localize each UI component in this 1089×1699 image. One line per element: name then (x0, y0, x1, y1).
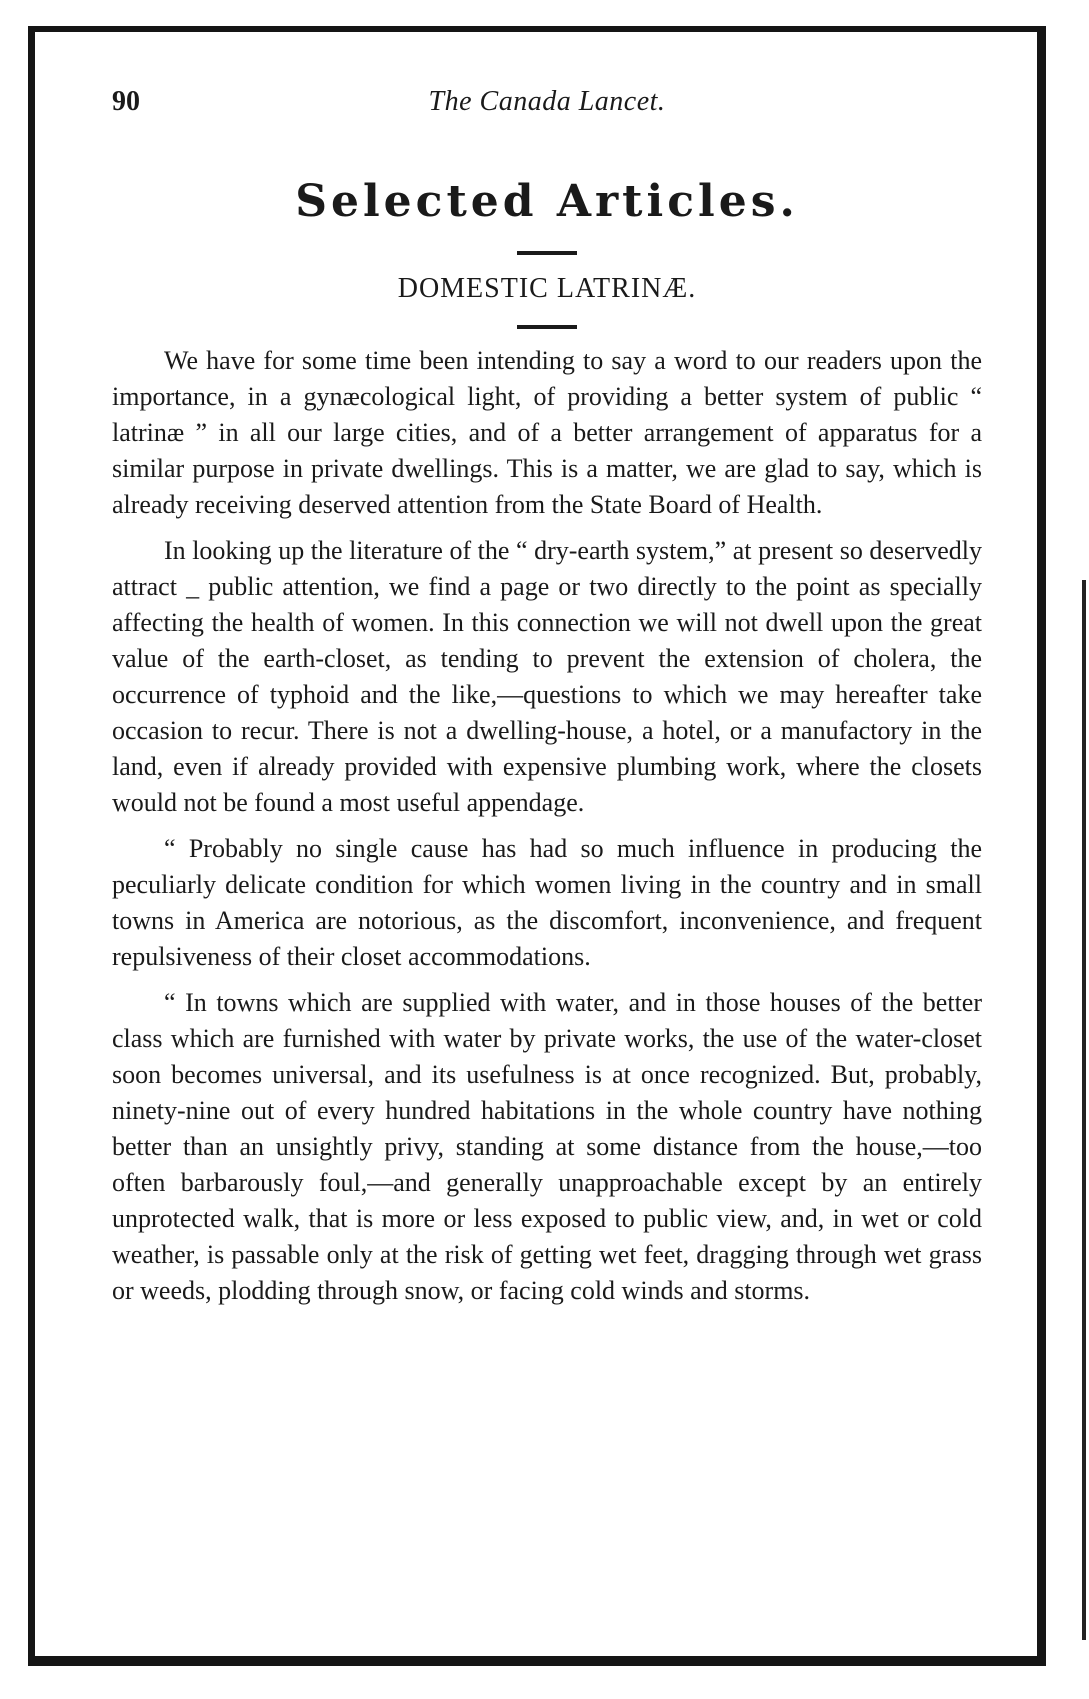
paragraph: “ Probably no single cause has had so much influence in producing the peculiarly delicate condition for which women living in the country and in small towns in America are notorious, as the discomfort, inconvenience, and frequent repulsiveness of their closet accommodations. (112, 834, 982, 971)
divider-rule (517, 325, 577, 329)
page-content (112, 86, 982, 1319)
page-number: 90 (112, 86, 140, 117)
article-body (112, 343, 982, 1309)
section-heading: Selected Articles. (295, 176, 799, 227)
running-head (112, 86, 982, 126)
journal-title: The Canada Lancet. (428, 86, 666, 117)
paragraph: In looking up the literature of the “ dry-earth system,” at present so deservedly attract _ public attention, we find a page or two directly to the point as specially affecting the health of women. In this connection we will not dwell upon the great value of the earth-closet, as tending to prevent the extension of cholera, the occurrence of typhoid and the like,—questions to which we may hereafter take occasion to recur. There is not a dwelling-house, a hotel, or a manufactory in the land, even if already provided with expensive plumbing work, where the closets would not be found a most useful appendage. (112, 536, 982, 817)
article-title: DOMESTIC LATRINÆ. (397, 273, 697, 304)
paragraph: We have for some time been intending to say a word to our readers upon the importance, in a gynæcological light, of providing a better system of public “ latrinæ ” in all our large cities, and of a better arrangement of apparatus for a similar purpose in private dwellings. This is a matter, we are glad to say, which is already receiving deserved attention from the State Board of Health. (112, 346, 982, 519)
paragraph: “ In towns which are supplied with water, and in those houses of the better class which are furnished with water by private works, the use of the water-closet soon becomes universal, and its usefulness is at once recognized. But, probably, ninety-nine out of every hundred habitations in the whole country have nothing better than an unsightly privy, standing at some distance from the house,—too often barbarously foul,—and generally unapproachable except by an entirely unprotected walk, that is more or less exposed to public view, and, in wet or cold weather, is passable only at the risk of getting wet feet, dragging through wet grass or weeds, plodding through snow, or facing cold winds and storms. (112, 988, 982, 1305)
binding-rule (1082, 580, 1086, 1640)
divider-rule (517, 251, 577, 255)
